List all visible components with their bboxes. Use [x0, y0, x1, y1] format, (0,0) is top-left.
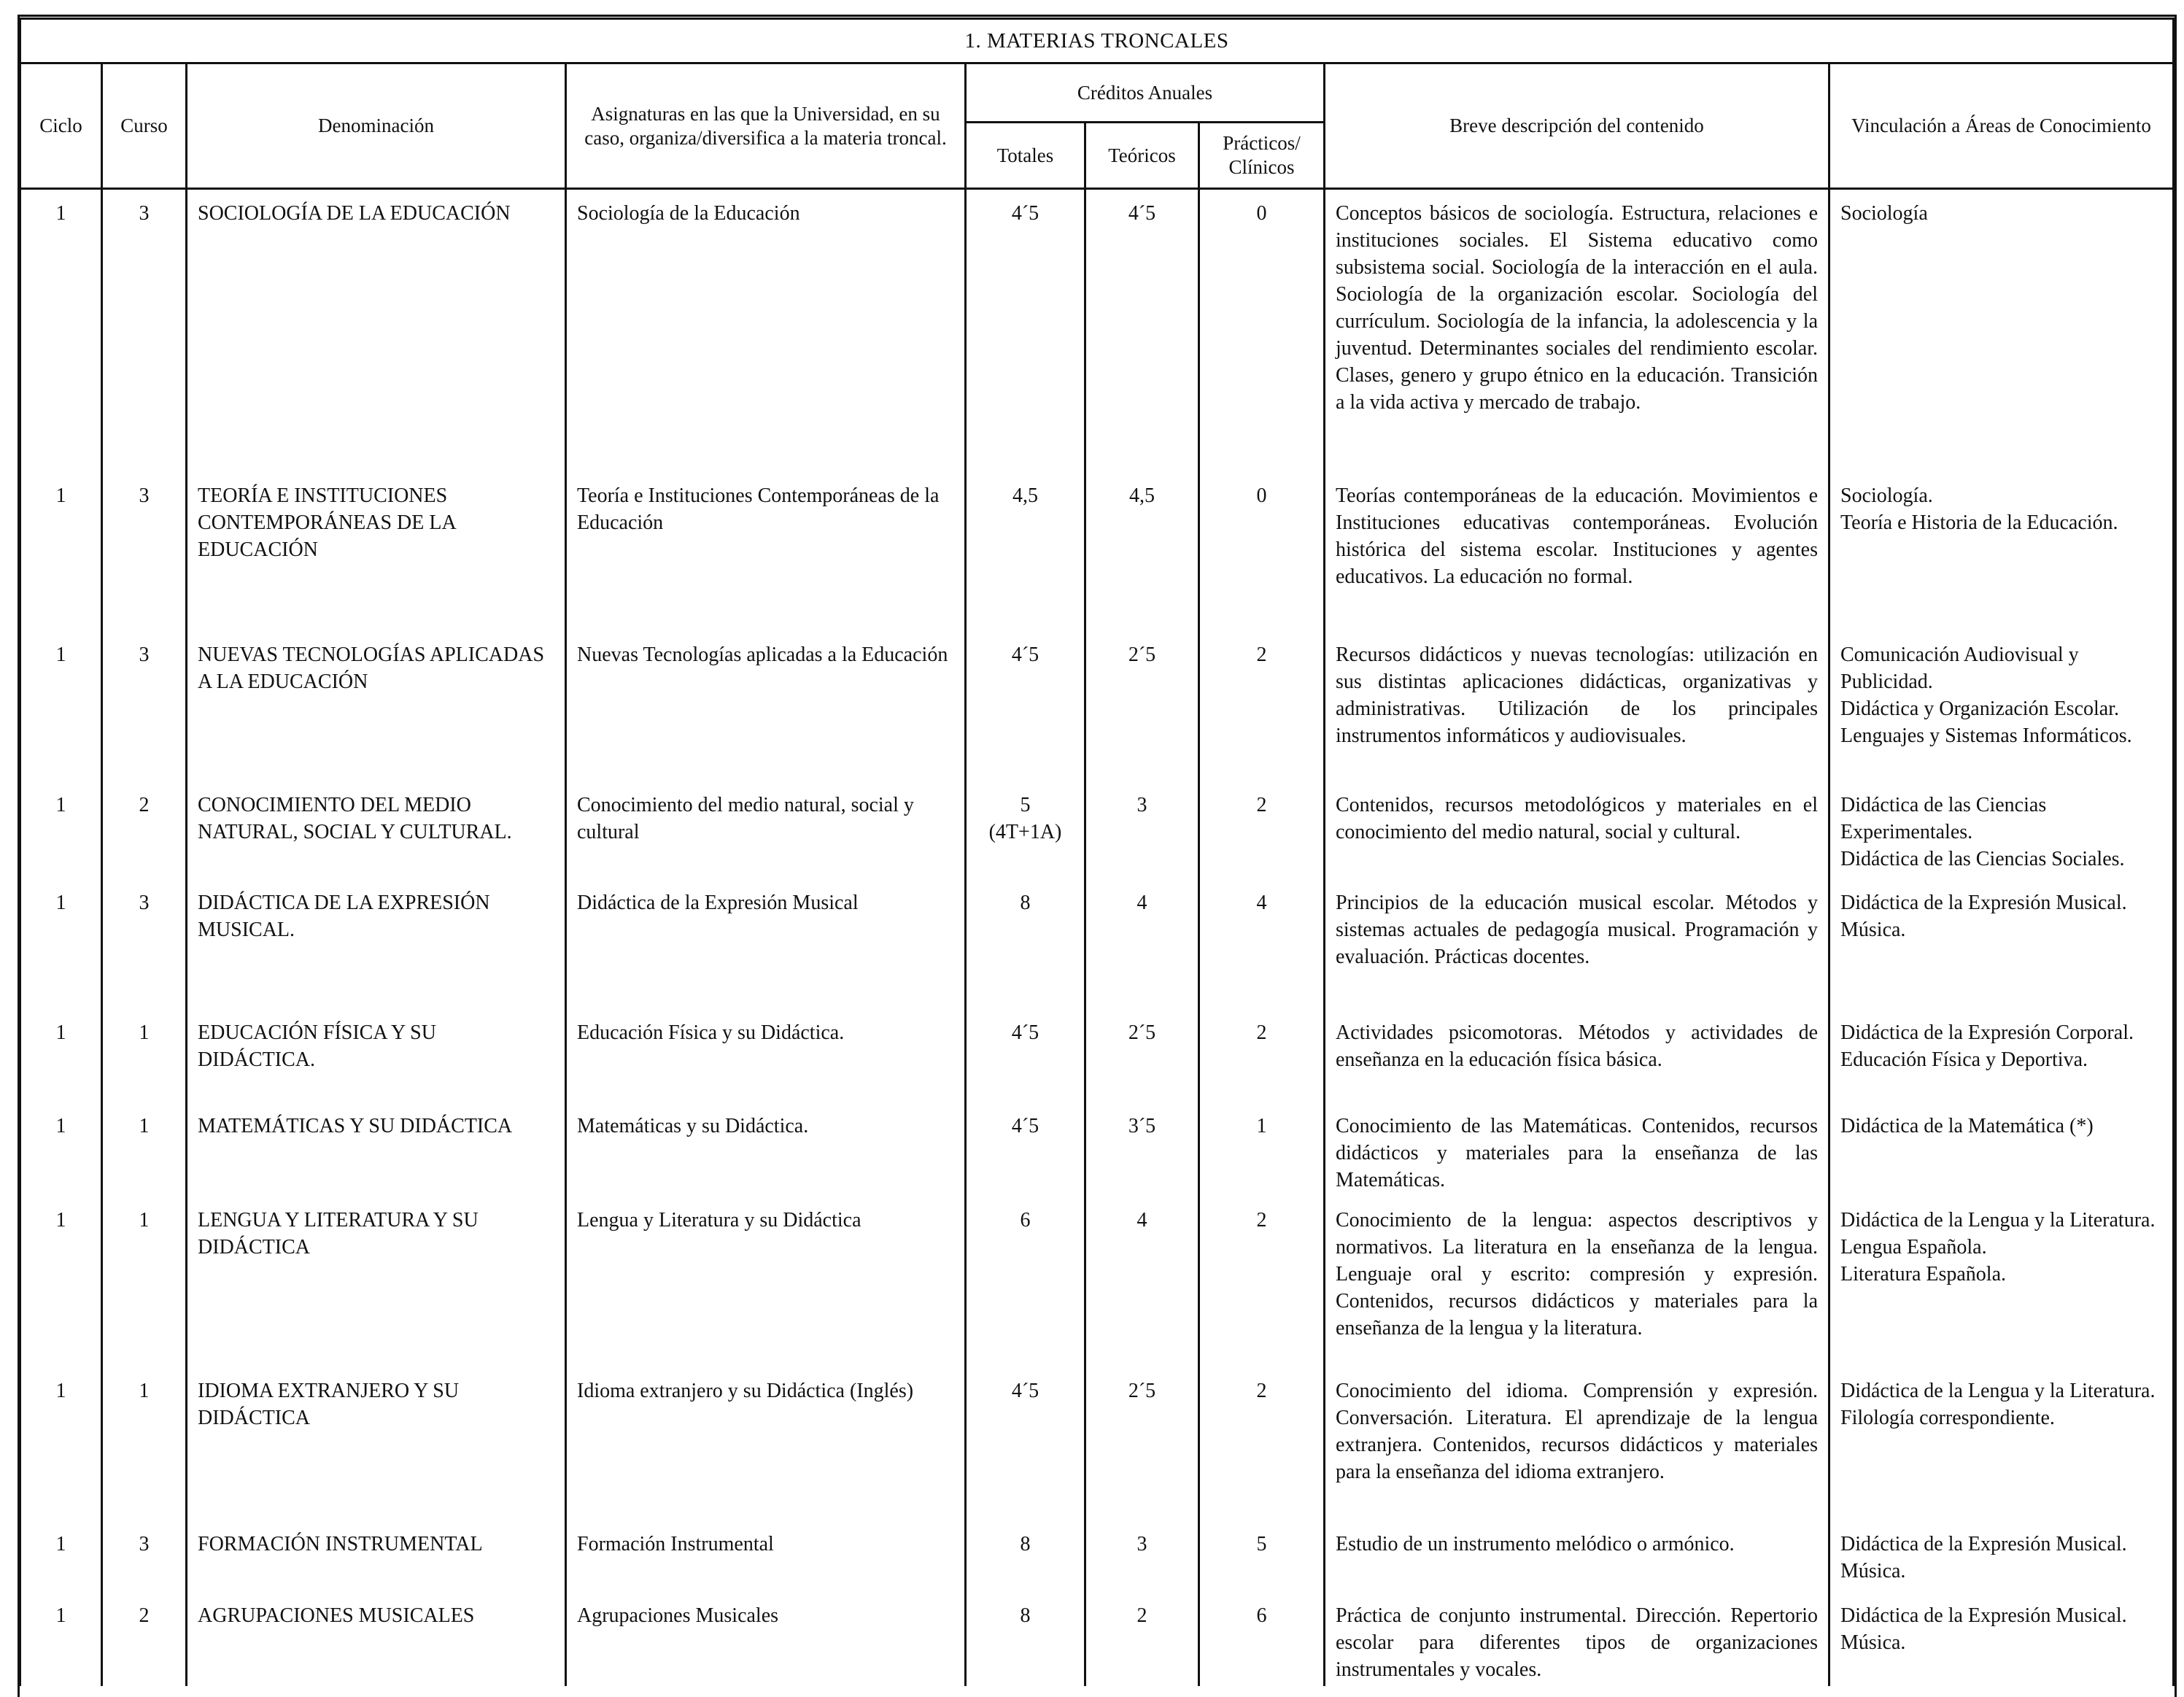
ciclo-cell: 1	[20, 631, 102, 781]
table-row	[20, 1197, 2174, 1367]
vinculacion-cell: Didáctica de la Expresión Musical. Música.	[1829, 879, 2174, 1009]
header-descripcion: Breve descripción del contenido	[1325, 63, 1829, 189]
asignatura-cell: Educación Física y su Didáctica.	[566, 1009, 966, 1102]
header-vinculacion: Vinculación a Áreas de Conocimiento	[1829, 63, 2174, 189]
curso-cell: 1	[102, 1197, 187, 1367]
ciclo-cell: 1	[20, 1009, 102, 1102]
curso-cell: 2	[102, 781, 187, 879]
vinculacion-cell: Didáctica de la Expresión Musical. Música.	[1829, 1592, 2174, 1686]
ciclo-cell: 1	[20, 1520, 102, 1592]
creditos-teoricos-cell: 3	[1085, 781, 1199, 879]
descripcion-cell: Conocimiento de la lengua: aspectos descriptivos y normativos. La literatura en la enseñanza de la lengua. Lenguaje oral y escrito: compresión y expresión. Contenidos, recursos didácticos y materiales para la enseñanza de la lengua y la literatura.	[1325, 1197, 1829, 1367]
vinculacion-cell: Didáctica de la Lengua y la Literatura. Lengua Española. Literatura Española.	[1829, 1197, 2174, 1367]
table-row	[20, 1592, 2174, 1686]
creditos-practicos-cell: 1	[1199, 1102, 1325, 1197]
creditos-teoricos-cell: 4	[1085, 1197, 1199, 1367]
denominacion-cell: AGRUPACIONES MUSICALES	[187, 1592, 566, 1686]
denominacion-cell: FORMACIÓN INSTRUMENTAL	[187, 1520, 566, 1592]
asignatura-cell: Matemáticas y su Didáctica.	[566, 1102, 966, 1197]
ciclo-cell: 1	[20, 1102, 102, 1197]
creditos-practicos-cell: 0	[1199, 189, 1325, 472]
materias-troncales-table	[19, 18, 2175, 1686]
table-body	[20, 189, 2174, 1686]
descripcion-cell: Principios de la educación musical escolar. Métodos y sistemas actuales de pedagogía musical. Programación y evaluación. Prácticas docentes.	[1325, 879, 1829, 1009]
descripcion-cell: Conocimiento de las Matemáticas. Contenidos, recursos didácticos y materiales para la enseñanza de las Matemáticas.	[1325, 1102, 1829, 1197]
table-row	[20, 781, 2174, 879]
denominacion-cell: MATEMÁTICAS Y SU DIDÁCTICA	[187, 1102, 566, 1197]
creditos-totales-cell: 6	[966, 1197, 1085, 1367]
ciclo-cell: 1	[20, 1197, 102, 1367]
curso-cell: 3	[102, 189, 187, 472]
vinculacion-cell: Didáctica de las Ciencias Experimentales. Didáctica de las Ciencias Sociales.	[1829, 781, 2174, 879]
table-title: 1. MATERIAS TRONCALES	[20, 19, 2174, 63]
denominacion-cell: TEORÍA E INSTITUCIONES CONTEMPORÁNEAS DE LA EDUCACIÓN	[187, 472, 566, 631]
creditos-teoricos-cell: 2´5	[1085, 1367, 1199, 1520]
creditos-totales-cell: 5 (4T+1A)	[966, 781, 1085, 879]
denominacion-cell: CONOCIMIENTO DEL MEDIO NATURAL, SOCIAL Y CULTURAL.	[187, 781, 566, 879]
asignatura-cell: Teoría e Instituciones Contemporáneas de la Educación	[566, 472, 966, 631]
curso-cell: 3	[102, 631, 187, 781]
header-totales: Totales	[966, 123, 1085, 189]
asignatura-cell: Formación Instrumental	[566, 1520, 966, 1592]
curso-cell: 3	[102, 1520, 187, 1592]
asignatura-cell: Nuevas Tecnologías aplicadas a la Educación	[566, 631, 966, 781]
table-row	[20, 472, 2174, 631]
creditos-practicos-cell: 0	[1199, 472, 1325, 631]
denominacion-cell: NUEVAS TECNOLOGÍAS APLICADAS A LA EDUCACIÓN	[187, 631, 566, 781]
header-asignaturas: Asignaturas en las que la Universidad, en su caso, organiza/diversifica a la materia troncal.	[566, 63, 966, 189]
descripcion-cell: Teorías contemporáneas de la educación. Movimientos e Instituciones educativas contemporáneas. Evolución histórica del sistema escolar. Instituciones y agentes educativos. La educación no formal.	[1325, 472, 1829, 631]
asignatura-cell: Idioma extranjero y su Didáctica (Inglés)	[566, 1367, 966, 1520]
creditos-practicos-cell: 2	[1199, 1197, 1325, 1367]
ciclo-cell: 1	[20, 1367, 102, 1520]
creditos-practicos-cell: 2	[1199, 1367, 1325, 1520]
denominacion-cell: LENGUA Y LITERATURA Y SU DIDÁCTICA	[187, 1197, 566, 1367]
creditos-practicos-cell: 4	[1199, 879, 1325, 1009]
creditos-totales-cell: 4´5	[966, 1102, 1085, 1197]
denominacion-cell: EDUCACIÓN FÍSICA Y SU DIDÁCTICA.	[187, 1009, 566, 1102]
creditos-teoricos-cell: 3´5	[1085, 1102, 1199, 1197]
vinculacion-cell: Didáctica de la Lengua y la Literatura. Filología correspondiente.	[1829, 1367, 2174, 1520]
vinculacion-cell: Sociología. Teoría e Historia de la Educación.	[1829, 472, 2174, 631]
asignatura-cell: Conocimiento del medio natural, social y cultural	[566, 781, 966, 879]
creditos-totales-cell: 4,5	[966, 472, 1085, 631]
ciclo-cell: 1	[20, 781, 102, 879]
table-row	[20, 1520, 2174, 1592]
creditos-totales-cell: 8	[966, 1592, 1085, 1686]
creditos-practicos-cell: 6	[1199, 1592, 1325, 1686]
descripcion-cell: Estudio de un instrumento melódico o armónico.	[1325, 1520, 1829, 1592]
header-teoricos: Teóricos	[1085, 123, 1199, 189]
asignatura-cell: Didáctica de la Expresión Musical	[566, 879, 966, 1009]
denominacion-cell: DIDÁCTICA DE LA EXPRESIÓN MUSICAL.	[187, 879, 566, 1009]
table-row	[20, 1009, 2174, 1102]
curso-cell: 1	[102, 1009, 187, 1102]
table-row	[20, 879, 2174, 1009]
descripcion-cell: Conocimiento del idioma. Comprensión y expresión. Conversación. Literatura. El aprendizaje de la lengua extranjera. Contenidos, recursos didácticos y materiales para la enseñanza del idioma extranjero.	[1325, 1367, 1829, 1520]
document-page	[19, 18, 2172, 1686]
ciclo-cell: 1	[20, 472, 102, 631]
creditos-practicos-cell: 2	[1199, 631, 1325, 781]
descripcion-cell: Conceptos básicos de sociología. Estructura, relaciones e instituciones sociales. El Sistema educativo como subsistema social. Sociología de la interacción en el aula. Sociología de la organización escolar. Sociología del currículum. Sociología de la infancia, la adolescencia y la juventud. Determinantes sociales del rendimiento escolar. Clases, genero y grupo étnico en la educación. Transición a la vida activa y mercado de trabajo.	[1325, 189, 1829, 472]
creditos-totales-cell: 4´5	[966, 189, 1085, 472]
creditos-teoricos-cell: 4´5	[1085, 189, 1199, 472]
header-ciclo: Ciclo	[20, 63, 102, 189]
creditos-teoricos-cell: 2´5	[1085, 1009, 1199, 1102]
creditos-teoricos-cell: 3	[1085, 1520, 1199, 1592]
ciclo-cell: 1	[20, 189, 102, 472]
creditos-totales-cell: 4´5	[966, 1009, 1085, 1102]
ciclo-cell: 1	[20, 879, 102, 1009]
asignatura-cell: Lengua y Literatura y su Didáctica	[566, 1197, 966, 1367]
header-practicos: Prácticos/ Clínicos	[1199, 123, 1325, 189]
creditos-totales-cell: 8	[966, 1520, 1085, 1592]
header-denominacion: Denominación	[187, 63, 566, 189]
ciclo-cell: 1	[20, 1592, 102, 1686]
table-row	[20, 189, 2174, 472]
vinculacion-cell: Didáctica de la Expresión Corporal. Educación Física y Deportiva.	[1829, 1009, 2174, 1102]
creditos-practicos-cell: 2	[1199, 781, 1325, 879]
header-creditos-anuales: Créditos Anuales	[966, 63, 1325, 123]
vinculacion-cell: Comunicación Audiovisual y Publicidad. Didáctica y Organización Escolar. Lenguajes y Sistemas Informáticos.	[1829, 631, 2174, 781]
table-row	[20, 1367, 2174, 1520]
denominacion-cell: SOCIOLOGÍA DE LA EDUCACIÓN	[187, 189, 566, 472]
creditos-teoricos-cell: 4	[1085, 879, 1199, 1009]
header-curso: Curso	[102, 63, 187, 189]
vinculacion-cell: Sociología	[1829, 189, 2174, 472]
creditos-teoricos-cell: 2	[1085, 1592, 1199, 1686]
creditos-totales-cell: 8	[966, 879, 1085, 1009]
curso-cell: 2	[102, 1592, 187, 1686]
creditos-totales-cell: 4´5	[966, 1367, 1085, 1520]
curso-cell: 1	[102, 1367, 187, 1520]
curso-cell: 1	[102, 1102, 187, 1197]
descripcion-cell: Actividades psicomotoras. Métodos y actividades de enseñanza en la educación física básica.	[1325, 1009, 1829, 1102]
curso-cell: 3	[102, 472, 187, 631]
curso-cell: 3	[102, 879, 187, 1009]
creditos-practicos-cell: 2	[1199, 1009, 1325, 1102]
vinculacion-cell: Didáctica de la Matemática (*)	[1829, 1102, 2174, 1197]
asignatura-cell: Sociología de la Educación	[566, 189, 966, 472]
creditos-teoricos-cell: 2´5	[1085, 631, 1199, 781]
asignatura-cell: Agrupaciones Musicales	[566, 1592, 966, 1686]
denominacion-cell: IDIOMA EXTRANJERO Y SU DIDÁCTICA	[187, 1367, 566, 1520]
table-row	[20, 1102, 2174, 1197]
creditos-totales-cell: 4´5	[966, 631, 1085, 781]
vinculacion-cell: Didáctica de la Expresión Musical. Música.	[1829, 1520, 2174, 1592]
descripcion-cell: Recursos didácticos y nuevas tecnologías: utilización en sus distintas aplicaciones didácticas, organizativas y administrativas. Utilización de los principales instrumentos informáticos y audiovisuales.	[1325, 631, 1829, 781]
creditos-teoricos-cell: 4,5	[1085, 472, 1199, 631]
creditos-practicos-cell: 5	[1199, 1520, 1325, 1592]
descripcion-cell: Contenidos, recursos metodológicos y materiales en el conocimiento del medio natural, social y cultural.	[1325, 781, 1829, 879]
descripcion-cell: Práctica de conjunto instrumental. Dirección. Repertorio escolar para diferentes tipos de organizaciones instrumentales y vocales.	[1325, 1592, 1829, 1686]
table-row	[20, 631, 2174, 781]
